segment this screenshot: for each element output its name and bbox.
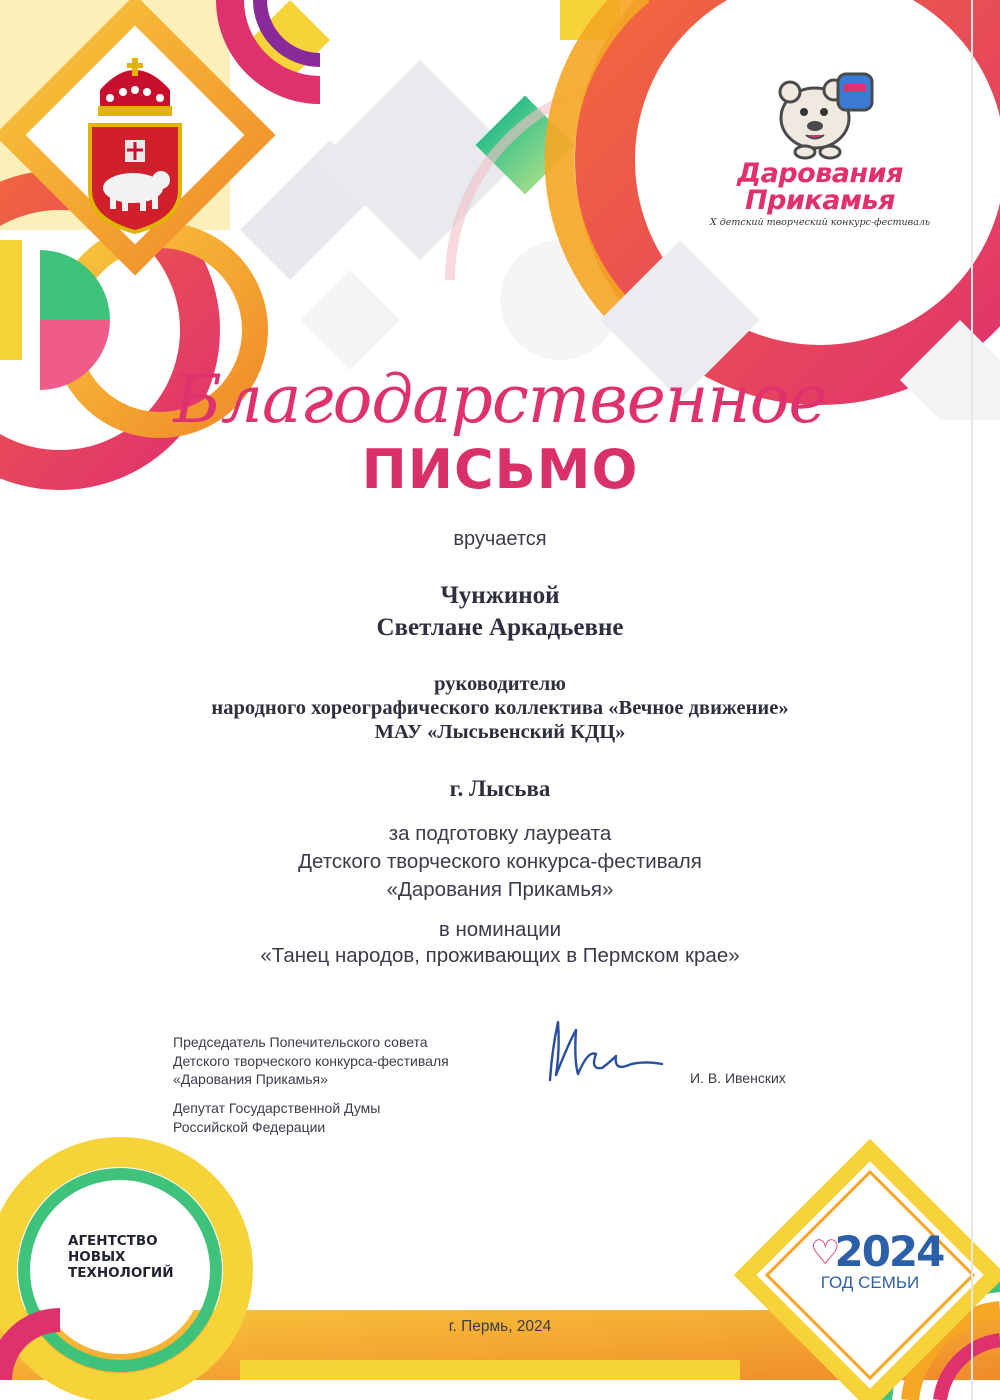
festival-logo <box>700 60 940 260</box>
year-caption: ГОД СЕМЬИ <box>820 1273 920 1292</box>
recipient-organization: МАУ «Лысьвенский КДЦ» <box>374 721 626 743</box>
year-number: 2024 <box>834 1227 944 1276</box>
signer-role-line-3: «Дарования Прикамья» <box>173 1071 328 1087</box>
signer-role-block <box>173 1033 449 1089</box>
recipient-city: г. Лысьва <box>449 776 551 801</box>
title-script: Благодарственное <box>173 361 827 438</box>
coat-of-arms <box>70 40 200 240</box>
handwritten-signature <box>530 1010 680 1090</box>
recipient-collective: народного хореографического коллектива «Вечное движение» <box>211 697 789 719</box>
signer-role-line-1: Председатель Попечительского совета <box>173 1034 428 1050</box>
body-line-4: в номинации <box>438 918 562 941</box>
signer-name: И. В. Ивенских <box>690 1070 786 1086</box>
footer-place-date: г. Пермь, 2024 <box>448 1318 552 1335</box>
body-line-3: «Дарования Прикамья» <box>386 878 614 901</box>
agency-line-1: АГЕНТСТВО <box>68 1233 158 1249</box>
signer-role-line-2: Детского творческого конкурса-фестиваля <box>173 1052 449 1069</box>
signer-role-block-2 <box>173 1099 380 1136</box>
agency-logo <box>68 1233 174 1281</box>
signer-role-line-4: Депутат Государственной Думы <box>173 1100 381 1116</box>
recipient-given-names: Светлане Аркадьевне <box>376 614 624 641</box>
festival-subtitle: X детский творческий конкурс-фестиваль <box>709 217 931 228</box>
bear-mascot-icon <box>760 60 880 160</box>
heart-icon: ♡ <box>810 1233 839 1273</box>
festival-title-line1: Дарования <box>737 158 903 189</box>
recipient-position: руководителю <box>434 673 566 695</box>
agency-line-3: ТЕХНОЛОГИЙ <box>68 1265 174 1281</box>
perm-krai-coat-of-arms-icon <box>70 40 200 240</box>
signer-role-line-5: Российской Федерации <box>173 1118 326 1135</box>
title-bold: ПИСЬМО <box>361 438 639 501</box>
agency-line-2: НОВЫХ <box>68 1249 126 1265</box>
body-line-1: за подготовку лауреата <box>388 822 612 845</box>
year-number-row <box>810 1227 944 1276</box>
recipient-surname: Чунжиной <box>440 582 560 609</box>
festival-title-line2: Прикамья <box>745 185 895 216</box>
body-line-2: Детского творческого конкурса-фестиваля <box>298 850 702 873</box>
nomination: «Танец народов, проживающих в Пермском крае» <box>260 944 740 967</box>
presented-label: вручается <box>453 528 547 550</box>
year-of-family-logo <box>810 1227 944 1293</box>
